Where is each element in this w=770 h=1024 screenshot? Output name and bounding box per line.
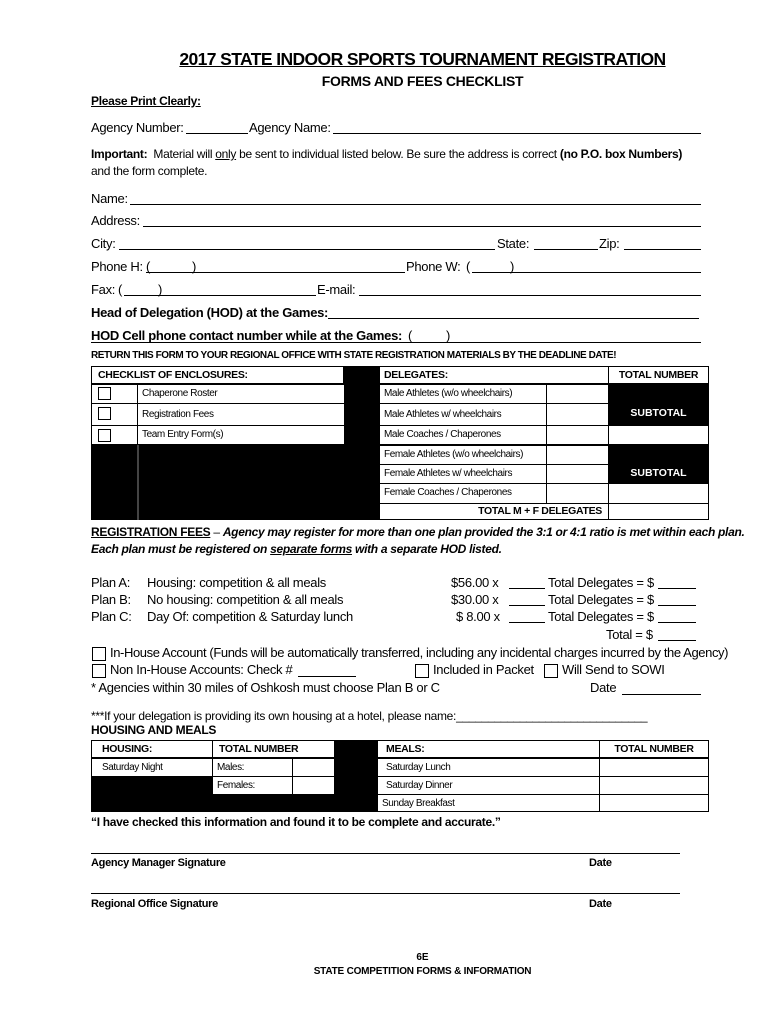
delegates-total-header: TOTAL NUMBER (608, 366, 709, 384)
page-subtitle: FORMS AND FEES CHECKLIST (321, 73, 524, 89)
hod-cell-label: HOD Cell phone contact number while at the Games: (91, 328, 403, 343)
delegate-count-6[interactable] (546, 483, 609, 504)
agency-manager-signature-line[interactable] (91, 853, 680, 854)
will-send-label: Will Send to SOWI (562, 662, 665, 677)
address-field[interactable] (143, 226, 701, 227)
housing-total-header: TOTAL NUMBER (212, 740, 335, 758)
fees-date-label: Date (590, 680, 617, 695)
important-text-1: Material will (153, 147, 213, 161)
meal-count-2[interactable] (599, 776, 709, 795)
fees-line-1 (91, 525, 745, 539)
plan-c-total-label: Total Delegates = $ (548, 609, 654, 624)
plan-a-total-field[interactable] (658, 588, 696, 589)
non-in-house-checkbox[interactable] (92, 664, 106, 678)
important-label: Important: (91, 147, 148, 161)
enclosure-blackout (91, 445, 345, 520)
meal-item-3: Sunday Breakfast (377, 794, 600, 812)
phone-h-paren-close: ) (192, 259, 197, 274)
meal-item-1: Saturday Lunch (377, 758, 600, 777)
agency-number-field[interactable] (186, 133, 248, 134)
agency-manager-date-label: Date (589, 857, 612, 869)
delegate-count-4[interactable] (546, 445, 609, 465)
total-mf-label: TOTAL M + F DELEGATES (379, 503, 609, 520)
fax-paren-open: ( (118, 282, 123, 297)
plan-a-count-field[interactable] (509, 588, 545, 589)
delegate-count-1[interactable] (546, 384, 609, 404)
regional-office-signature-line[interactable] (91, 893, 680, 894)
footer-page-number: 6E (416, 952, 429, 963)
phone-w-label: Phone W: (406, 259, 461, 274)
delegate-row-1: Male Athletes (w/o wheelchairs) (379, 384, 547, 404)
name-field[interactable] (130, 204, 701, 205)
plan-b-desc: No housing: competition & all meals (147, 592, 344, 607)
agency-name-field[interactable] (333, 133, 701, 134)
total-label: Total = $ (606, 627, 653, 642)
return-notice: RETURN THIS FORM TO YOUR REGIONAL OFFICE WITH STATE REGISTRATION MATERIALS BY THE DEADLINE DATE! (91, 350, 617, 361)
plan-b-count-field[interactable] (509, 605, 545, 606)
oshkosh-note: * Agencies within 30 miles of Oshkosh must choose Plan B or C (91, 680, 440, 695)
fees-dash: – (210, 525, 223, 539)
state-field[interactable] (534, 249, 598, 250)
housing-blackout-2 (212, 794, 335, 812)
fax-field[interactable] (124, 295, 316, 296)
fees-italic-2b: with a separate HOD listed. (355, 542, 502, 556)
phone-h-label: Phone H: (91, 259, 143, 274)
footer-text: STATE COMPETITION FORMS & INFORMATION (313, 966, 532, 977)
important-bold-tail: (no P.O. box Numbers) (559, 147, 683, 161)
hod-cell-paren-close: ) (446, 328, 451, 343)
in-house-checkbox[interactable] (92, 647, 106, 661)
housing-males-field[interactable] (292, 758, 335, 777)
plan-a-price: $56.00 x (451, 575, 499, 590)
enclosure-checkbox-1[interactable] (98, 387, 111, 400)
fees-heading: REGISTRATION FEES (91, 525, 211, 539)
zip-label: Zip: (599, 236, 620, 251)
plan-b-price: $30.00 x (451, 592, 499, 607)
state-label: State: (497, 236, 530, 251)
included-packet-label: Included in Packet (433, 662, 534, 677)
plan-b-total-label: Total Delegates = $ (548, 592, 654, 607)
plan-c-price: $ 8.00 x (456, 609, 500, 624)
page-title: 2017 STATE INDOOR SPORTS TOURNAMENT REGISTRATION (179, 49, 666, 69)
fax-paren-close: ) (158, 282, 163, 297)
important-text-3: and the form complete. (91, 164, 208, 178)
housing-blackout-1 (91, 776, 213, 812)
fees-line-2 (91, 542, 502, 556)
enclosure-item-3: Team Entry Form(s) (137, 425, 345, 445)
meals-total-header: TOTAL NUMBER (599, 740, 709, 758)
plan-a-total-label: Total Delegates = $ (548, 575, 654, 590)
delegate-row-5: Female Athletes w/ wheelchairs (379, 464, 547, 484)
meal-count-3[interactable] (599, 794, 709, 812)
fees-italic-2u: separate forms (270, 542, 352, 556)
delegate-row-3: Male Coaches / Chaperones (379, 425, 547, 445)
plan-c-total-field[interactable] (658, 622, 696, 623)
delegate-row-6: Female Coaches / Chaperones (379, 483, 547, 504)
agency-number-label: Agency Number: (91, 120, 184, 135)
important-text-2: be sent to individual listed below. Be sure the address is correct (239, 147, 557, 161)
agency-manager-signature-label: Agency Manager Signature (91, 857, 226, 869)
check-number-field[interactable] (298, 676, 356, 677)
female-subtotal-label: SUBTOTAL (630, 467, 687, 479)
enclosure-blackout-grid (137, 445, 139, 520)
hod-label: Head of Delegation (HOD) at the Games: (91, 305, 329, 320)
total-field[interactable] (658, 640, 696, 641)
plan-c-count-field[interactable] (509, 622, 545, 623)
male-subtotal-label: SUBTOTAL (630, 407, 687, 419)
enclosure-checkbox-3[interactable] (98, 429, 111, 442)
housing-meals-heading: HOUSING AND MEALS (91, 723, 217, 737)
plan-a-label: Plan A: (91, 575, 131, 590)
delegate-count-5[interactable] (546, 464, 609, 484)
delegate-row-4: Female Athletes (w/o wheelchairs) (379, 445, 547, 465)
delegate-count-2[interactable] (546, 403, 609, 426)
enclosure-item-1: Chaperone Roster (137, 384, 345, 404)
agency-name-label: Agency Name: (249, 120, 331, 135)
enclosure-checkbox-2[interactable] (98, 407, 111, 420)
enclosures-header: CHECKLIST OF ENCLOSURES: (91, 366, 344, 384)
email-field[interactable] (359, 295, 701, 296)
plan-a-desc: Housing: competition & all meals (147, 575, 326, 590)
table-spacer-1 (344, 366, 380, 520)
delegates-header: DELEGATES: (379, 366, 609, 384)
plan-b-label: Plan B: (91, 592, 131, 607)
zip-field[interactable] (624, 249, 701, 250)
total-mf-field[interactable] (608, 503, 709, 520)
delegate-row-2: Male Athletes w/ wheelchairs (379, 403, 547, 426)
in-house-label: In-House Account (Funds will be automatically transferred, including any incidental charges incurred by the Agency) (110, 645, 729, 660)
email-label: E-mail: (317, 282, 356, 297)
phone-h-paren-open: ( (146, 259, 151, 274)
address-label: Address: (91, 213, 140, 228)
non-in-house-label: Non In-House Accounts: Check # (110, 662, 293, 677)
phone-w-paren-close: ) (510, 259, 515, 274)
male-subtotal-block (608, 384, 709, 426)
housing-night: Saturday Night (91, 758, 213, 777)
important-only: only (215, 147, 237, 161)
female-subtotal-field[interactable] (608, 483, 709, 504)
certify-statement: “I have checked this information and found it to be complete and accurate.” (91, 815, 501, 829)
fees-date-field[interactable] (622, 694, 701, 695)
housing-header: HOUSING: (91, 740, 213, 758)
fax-label: Fax: (91, 282, 116, 297)
hod-cell-paren-open: ( (408, 328, 413, 343)
enclosure-item-2: Registration Fees (137, 403, 345, 426)
city-label: City: (91, 236, 116, 251)
included-packet-checkbox[interactable] (415, 664, 429, 678)
meal-count-1[interactable] (599, 758, 709, 777)
table-spacer-2 (334, 740, 378, 812)
housing-males-label: Males: (212, 758, 293, 777)
important-note (91, 147, 682, 161)
hod-field[interactable] (328, 318, 699, 319)
fees-italic-2a: Each plan must be registered on (91, 542, 268, 556)
meals-header: MEALS: (377, 740, 600, 758)
plan-b-total-field[interactable] (658, 605, 696, 606)
hod-underline (91, 342, 701, 343)
plan-c-label: Plan C: (91, 609, 132, 624)
delegate-count-3[interactable] (546, 425, 609, 445)
hotel-note: ***If your delegation is providing its own housing at a hotel, please name:______________________________ (91, 709, 648, 723)
housing-females-label: Females: (212, 776, 293, 795)
meal-item-2: Saturday Dinner (377, 776, 600, 795)
housing-females-field[interactable] (292, 776, 335, 795)
fees-italic-1: Agency may register for more than one plan provided the 3:1 or 4:1 ratio is met within each plan. (222, 525, 745, 539)
phone-w-paren-open: ( (466, 259, 471, 274)
phone-w-field[interactable] (472, 272, 701, 273)
print-clearly-label: Please Print Clearly: (91, 94, 201, 108)
phone-h-field[interactable] (146, 272, 405, 273)
male-subtotal-field[interactable] (608, 425, 709, 445)
plan-c-desc: Day Of: competition & Saturday lunch (147, 609, 353, 624)
regional-office-date-label: Date (589, 898, 612, 910)
name-label: Name: (91, 191, 128, 206)
will-send-checkbox[interactable] (544, 664, 558, 678)
regional-office-signature-label: Regional Office Signature (91, 898, 218, 910)
city-field[interactable] (119, 249, 495, 250)
